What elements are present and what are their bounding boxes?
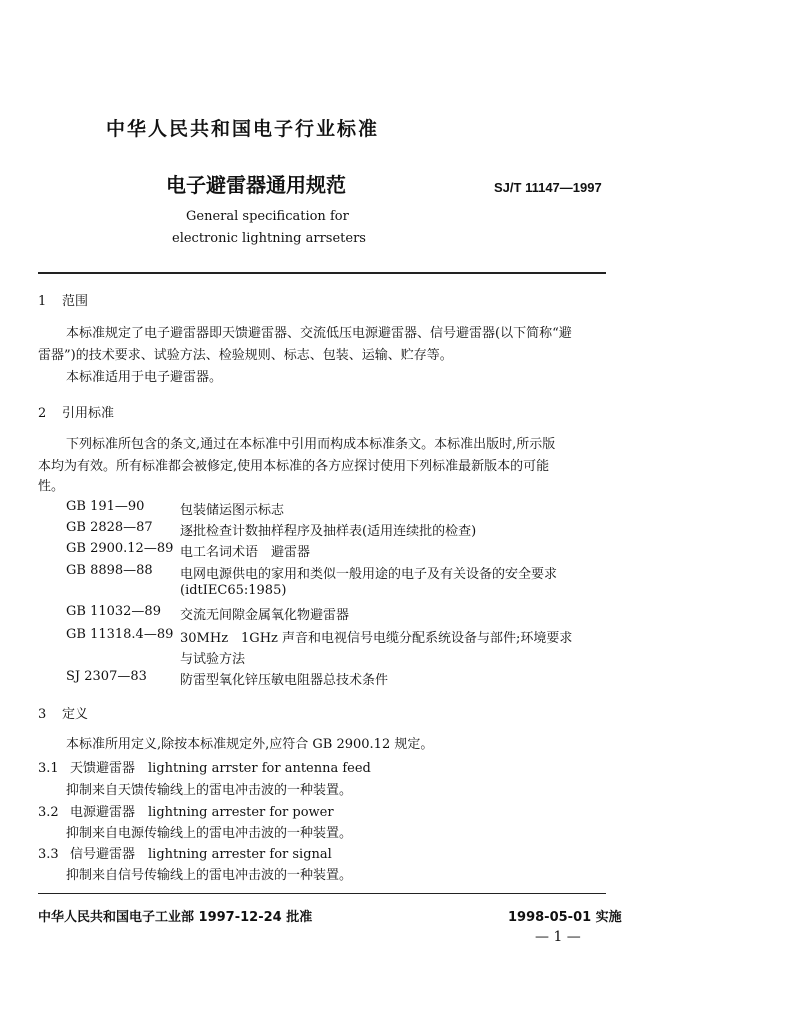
definition-term: 信号避雷器 lightning arrester for signal <box>70 847 332 862</box>
document-title-cn: 电子避雷器通用规范 <box>166 173 346 197</box>
document-title-en-line2: electronic lightning arrseters <box>172 231 366 246</box>
definition-number: 3.1 <box>38 761 59 776</box>
definition-term-row <box>38 757 371 776</box>
definition-description: 抑制来自信号传输线上的雷电冲击波的一种装置。 <box>66 868 353 883</box>
section-title: 引用标准 <box>62 406 115 421</box>
section-number: 2 <box>38 406 47 421</box>
section-1-heading <box>38 290 88 309</box>
definition-term: 电源避雷器 lightning arrester for power <box>70 805 334 820</box>
document-title-en-line1: General specification for <box>186 209 349 224</box>
reference-code: GB 11032—89 <box>66 604 161 619</box>
approval-statement: 中华人民共和国电子工业部 1997-12-24 批准 <box>38 910 313 925</box>
definition-number: 3.2 <box>38 805 59 820</box>
reference-code: SJ 2307—83 <box>66 669 147 684</box>
section-1-para-line1: 本标准规定了电子避雷器即天馈避雷器、交流低压电源避雷器、信号避雷器(以下简称“避 <box>66 326 572 341</box>
reference-code: GB 2828—87 <box>66 520 153 535</box>
definition-number: 3.3 <box>38 847 59 862</box>
reference-title: 30MHz 1GHz 声音和电视信号电缆分配系统设备与部件;环境要求 <box>180 631 573 646</box>
reference-code: GB 191—90 <box>66 499 145 514</box>
reference-code: GB 2900.12—89 <box>66 541 174 556</box>
reference-code: GB 11318.4—89 <box>66 627 174 642</box>
section-2-para-line1: 下列标准所包含的条文,通过在本标准中引用而构成本标准条文。本标准出版时,所示版 <box>66 437 556 452</box>
footer-divider <box>38 893 606 894</box>
section-3-intro: 本标准所用定义,除按本标准规定外,应符合 GB 2900.12 规定。 <box>66 737 434 752</box>
header-divider <box>38 272 606 274</box>
section-title: 定义 <box>62 707 89 722</box>
section-number: 3 <box>38 707 47 722</box>
effective-date: 1998-05-01 实施 <box>508 910 622 925</box>
reference-title: 逐批检查计数抽样程序及抽样表(适用连续批的检查) <box>180 524 477 539</box>
definition-description: 抑制来自电源传输线上的雷电冲击波的一种装置。 <box>66 826 353 841</box>
reference-title: (idtIEC65:1985) <box>180 583 287 598</box>
section-3-heading <box>38 703 88 722</box>
definition-term-row <box>38 801 334 820</box>
page-number: — 1 — <box>535 929 581 945</box>
definition-term-row <box>38 843 332 862</box>
section-1-para-line2: 雷器”)的技术要求、试验方法、检验规则、标志、包装、运输、贮存等。 <box>38 348 453 363</box>
section-number: 1 <box>38 294 47 309</box>
reference-code: GB 8898—88 <box>66 563 153 578</box>
section-title: 范围 <box>62 294 89 309</box>
reference-title: 与试验方法 <box>180 652 246 667</box>
standard-number: SJ/T 11147—1997 <box>494 180 602 195</box>
reference-title: 包装储运图示标志 <box>180 503 285 518</box>
section-2-para-line2: 本均为有效。所有标准都会被修定,使用本标准的各方应探讨使用下列标准最新版本的可能 <box>38 459 550 474</box>
reference-title: 防雷型氧化锌压敏电阻器总技术条件 <box>180 673 389 688</box>
reference-title: 电网电源供电的家用和类似一般用途的电子及有关设备的安全要求 <box>180 567 558 582</box>
definition-term: 天馈避雷器 lightning arrster for antenna feed <box>70 761 371 776</box>
definition-description: 抑制来自天馈传输线上的雷电冲击波的一种装置。 <box>66 783 353 798</box>
issuing-organization: 中华人民共和国电子行业标准 <box>106 118 380 140</box>
section-1-para2: 本标准适用于电子避雷器。 <box>66 370 223 385</box>
reference-title: 电工名词术语 避雷器 <box>180 545 311 560</box>
section-2-para-line3: 性。 <box>38 479 65 494</box>
section-2-heading <box>38 402 114 421</box>
reference-title: 交流无间隙金属氧化物避雷器 <box>180 608 350 623</box>
